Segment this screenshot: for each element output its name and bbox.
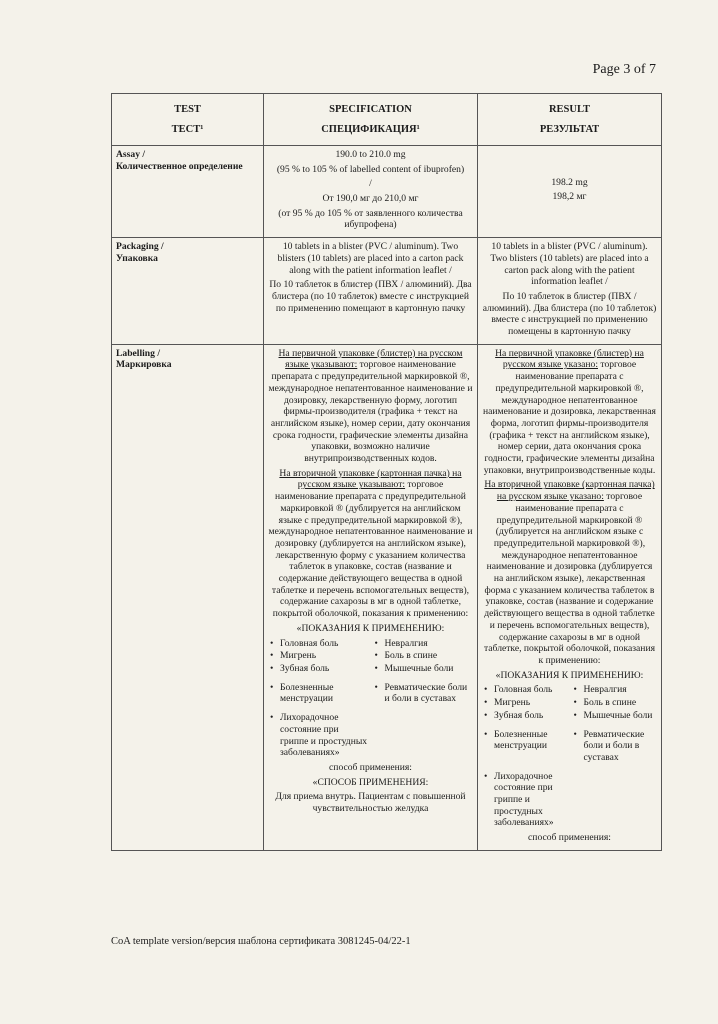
table-row-labelling xyxy=(112,344,662,850)
list-item: • Ревматические боли и боли в суставах xyxy=(373,682,474,705)
indications-title: «ПОКАЗАНИЯ К ПРИМЕНЕНИЮ: xyxy=(296,622,445,634)
result-labelling: На первичной упаковке (блистер) на русском языке указано: торговое наименование препарата с предупредительной маркировкой ®, международное непатентованное наименование и дозировка, лекарственная форма, логотип фирмы-производителя (графика + текст на английском языке), номер серии, дата окончания срока годности, графические элементы дизайна упаковки, внутрипроизводственные коды. На вторичной упаковке (картонная пачка) на русском языке указано: торговое наименование препарата с предупредительной маркировкой ® (дублируется на английском языке с предупредительной маркировкой ®), международное непатентованное наименование и дозировка (дублируется на английском языке), лекарственная форма с указанием количества таблеток в упаковке, состав (название и содержание действующего вещества в одной таблетке и перечень вспомогательных веществ), содержание сахарозы в мг в одной таблетке, покрытой оболочкой, показания к применению: «ПОКАЗАНИЯ К ПРИМЕНЕНИЮ: • Головная боль • Невралгия • Мигрень • Боль в спине • Зубная боль • Мышечные боли • Болезненные менструации • Ревматические боли и боли в суставах • Лихорадочное состояние при гриппе и простудных заболеваниях» способ применения: xyxy=(478,344,662,850)
spec-labelling: На первичной упаковке (блистер) на русском языке указывают: торговое наименование препарата с предупредительной маркировкой ®, международное непатентованное наименование и дозировку, лекарственную форму, логотип фирмы-производителя (графика + текст на английском языке), номер серии, дату окончания срока годности, графические элементы дизайна упаковки, возможно наличие внутрипроизводственных кодов. На вторичной упаковке (картонная пачка) на русском языке указывают: торговое наименование препарата с предупредительной маркировкой ® (дублируется на английском языке с предупредительной маркировкой ®), международное непатентованное наименование и дозировку (дублируется на английском языке), лекарственную форму с указанием количества таблеток в упаковке, состав (название и содержание действующего вещества в одной таблетке и перечень вспомогательных веществ), содержание сахарозы в мг в одной таблетке, покрытой оболочкой, показания к применению: «ПОКАЗАНИЯ К ПРИМЕНЕНИЮ: • Головная боль • Невралгия • Мигрень • Боль в спине • Зубная боль • Мышечные боли • Болезненные менструации • Ревматические боли и боли в суставах • Лихорадочное состояние при гриппе и простудных заболеваниях» способ применения: «СПОСОБ ПРИМЕНЕНИЯ: Для приема внутрь. Пациентам с повышенной чувствительностью желудка xyxy=(264,344,478,850)
header-specification: SPECIFICATION СПЕЦИФИКАЦИЯ¹ xyxy=(264,94,478,146)
table-row-assay xyxy=(112,145,662,237)
result-packaging: 10 tablets in a blister (PVC / aluminum). Two blisters (10 tablets) are placed into a carton pack along with the patient information leaflet / По 10 таблеток в блистер (ПВХ / алюминий). Два блистера (по 10 таблеток) вместе с инструкцией по применению помещены в картонную пачку xyxy=(478,238,662,345)
indications-list xyxy=(268,638,473,759)
list-item: • Мигрень xyxy=(482,697,568,709)
page-number: Page 3 of 7 xyxy=(592,62,656,77)
coa-table xyxy=(111,93,662,851)
header-result: RESULT РЕЗУЛЬТАТ xyxy=(478,94,662,146)
list-item: • Головная боль xyxy=(268,638,369,650)
header-test: TEST ТЕСТ¹ xyxy=(112,94,264,146)
list-item: • Головная боль xyxy=(482,684,568,696)
table-row-packaging xyxy=(112,238,662,345)
list-item: • Зубная боль xyxy=(268,663,369,675)
list-item: • Болезненные менструации xyxy=(482,729,568,764)
list-item: • Болезненные менструации xyxy=(268,682,369,705)
list-item: • Лихорадочное состояние при гриппе и простудных заболеваниях» xyxy=(268,712,369,759)
spec-packaging: 10 tablets in a blister (PVC / aluminum). Two blisters (10 tablets) are placed into a carton pack along with the patient information leaflet / По 10 таблеток в блистер (ПВХ / алюминий). Два блистера (по 10 таблеток) вместе с инструкцией по применению помещают в картонную пачку xyxy=(264,238,478,345)
list-item: • Мигрень xyxy=(268,650,369,662)
list-item: • Ревматические боли и боли в суставах xyxy=(572,729,658,764)
indications-title: «ПОКАЗАНИЯ К ПРИМЕНЕНИЮ: xyxy=(495,669,644,681)
list-item: • Невралгия xyxy=(373,638,474,650)
table-header-row xyxy=(112,94,662,146)
list-item: • Лихорадочное состояние при гриппе и простудных заболеваниях» xyxy=(482,771,568,830)
test-name-labelling: Labelling / Маркировка xyxy=(112,344,264,850)
spec-assay: 190.0 to 210.0 mg (95 % to 105 % of labelled content of ibuprofen) / От 190,0 мг до 210,0 мг (от 95 % до 105 % от заявленного количества ибупрофена) xyxy=(264,145,478,237)
result-assay: 198.2 mg 198,2 мг xyxy=(478,145,662,237)
list-item: • Мышечные боли xyxy=(373,663,474,675)
test-name-packaging: Packaging / Упаковка xyxy=(112,238,264,345)
template-version-footer: CoA template version/версия шаблона сертификата 3081245-04/22-1 xyxy=(111,936,411,947)
test-name-assay: Assay / Количественное определение xyxy=(112,145,264,237)
indications-list xyxy=(482,684,657,829)
list-item: • Боль в спине xyxy=(572,697,658,709)
list-item: • Зубная боль xyxy=(482,710,568,722)
list-item: • Боль в спине xyxy=(373,650,474,662)
list-item: • Невралгия xyxy=(572,684,658,696)
list-item: • Мышечные боли xyxy=(572,710,658,722)
